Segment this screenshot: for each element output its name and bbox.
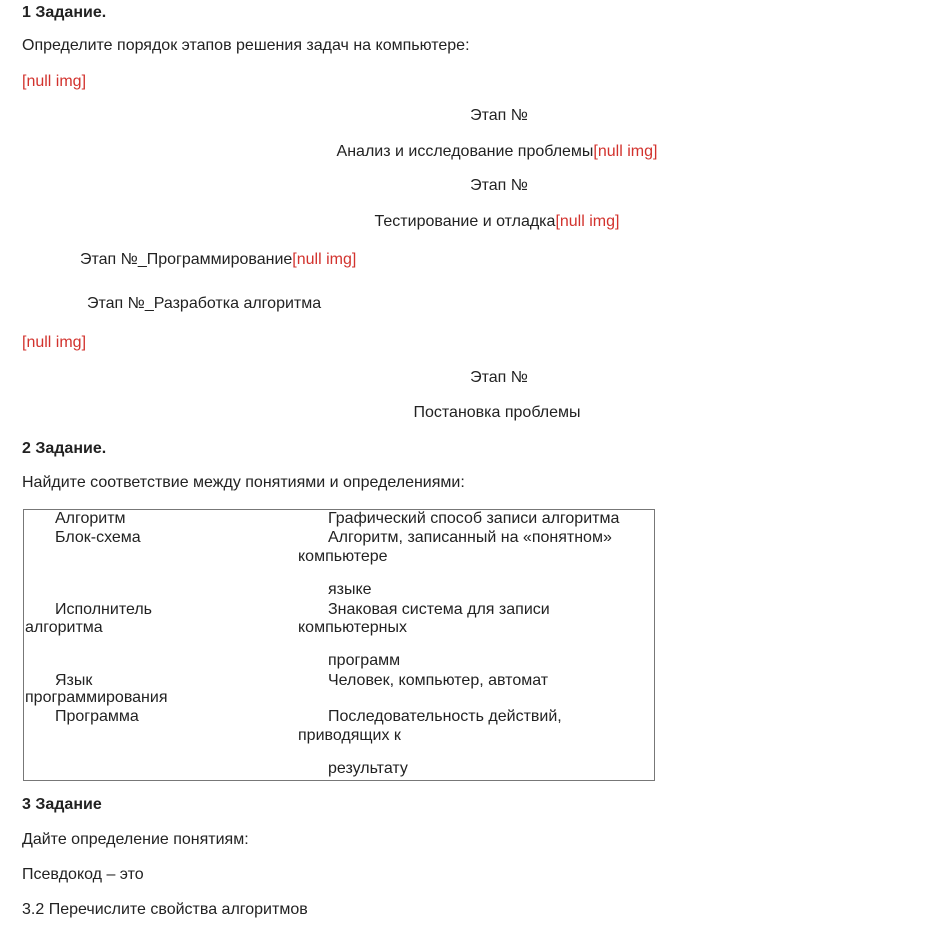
task2-prompt: Найдите соответствие между понятиями и определениями: — [22, 474, 465, 491]
stage-testing — [375, 213, 620, 231]
definition: Человек, компьютер, автомат — [328, 672, 549, 689]
stage-label: Этап № — [470, 177, 528, 194]
task3-title: 3 Задание — [22, 796, 102, 813]
stage-text: Тестирование и отладка — [374, 213, 556, 230]
stage-programming — [80, 251, 356, 269]
definition: приводящих к — [298, 727, 401, 744]
definition: Знаковая система для записи — [328, 601, 550, 618]
null-image: [null img] — [292, 251, 357, 268]
task2-title: 2 Задание. — [22, 440, 107, 457]
null-image: [null img] — [22, 73, 87, 90]
definition: программ — [328, 652, 401, 669]
definition: Последовательность действий, — [328, 708, 562, 725]
term: Исполнитель — [55, 601, 153, 618]
stage-analysis — [337, 143, 658, 161]
null-image: [null img] — [593, 143, 658, 160]
stage-problem: Постановка проблемы — [413, 404, 581, 421]
stage-label: Этап № — [470, 369, 528, 386]
definition: Графический способ записи алгоритма — [328, 510, 620, 527]
term: алгоритма — [25, 619, 103, 636]
task3-item1: Псевдокод – это — [22, 866, 144, 883]
stage-text: Этап №_Программирование — [80, 251, 293, 268]
null-image: [null img] — [22, 334, 87, 351]
definition: языке — [328, 581, 372, 598]
null-image: [null img] — [555, 213, 620, 230]
definition: результату — [328, 760, 408, 777]
term: Алгоритм — [55, 510, 126, 527]
term: программирования — [25, 689, 168, 706]
task1-title: 1 Задание. — [22, 4, 107, 21]
stage-text: Анализ и исследование проблемы — [336, 143, 594, 160]
definition: компьютере — [298, 548, 388, 565]
term: Программа — [55, 708, 139, 725]
task3-item2: 3.2 Перечислите свойства алгоритмов — [22, 901, 308, 918]
term: Язык — [55, 672, 93, 689]
stage-label: Этап № — [470, 107, 528, 124]
stage-algorithm: Этап №_Разработка алгоритма — [87, 295, 322, 312]
definition: Алгоритм, записанный на «понятном» — [328, 529, 612, 546]
definition: компьютерных — [298, 619, 408, 636]
term: Блок-схема — [55, 529, 141, 546]
task1-prompt: Определите порядок этапов решения задач на компьютере: — [22, 37, 470, 54]
task3-prompt: Дайте определение понятиям: — [22, 831, 249, 848]
